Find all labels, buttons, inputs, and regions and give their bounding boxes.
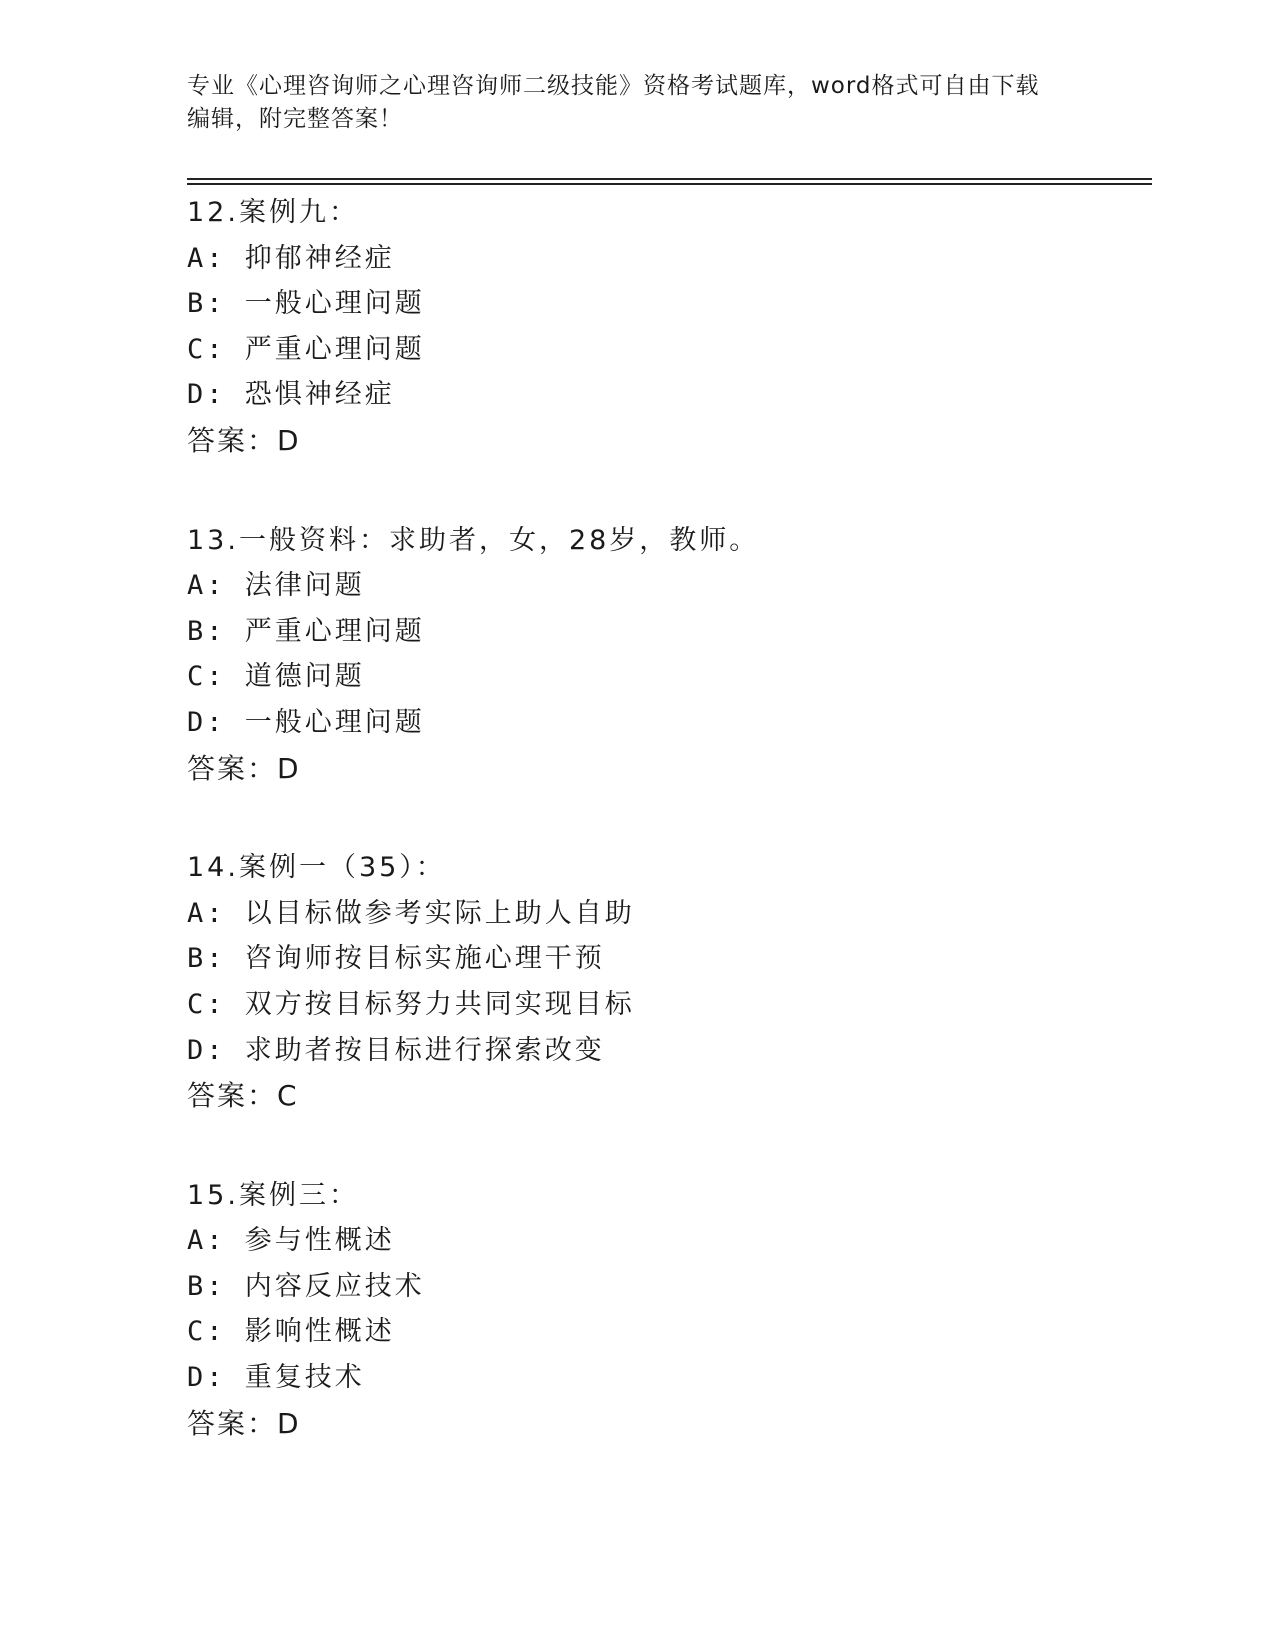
option-text: 严重心理问题 — [244, 615, 425, 647]
option-c — [187, 1309, 1147, 1355]
option-b — [187, 1264, 1147, 1310]
option-text: 影响性概述 — [244, 1316, 395, 1348]
option-letter: B: — [187, 615, 226, 647]
option-letter: C: — [187, 661, 226, 693]
option-text: 咨询师按目标实施心理干预 — [244, 943, 605, 975]
option-c — [187, 982, 1147, 1028]
question-14 — [187, 845, 1147, 1119]
option-letter: D: — [187, 1362, 226, 1394]
option-text: 严重心理问题 — [244, 333, 425, 365]
option-text: 抑郁神经症 — [244, 242, 395, 274]
question-list — [187, 190, 1147, 1500]
question-title: 13.一般资料：求助者，女，28岁，教师。 — [187, 524, 760, 556]
question-15 — [187, 1173, 1147, 1447]
option-letter: B: — [187, 288, 226, 320]
option-letter: A: — [187, 570, 226, 602]
option-d — [187, 372, 1147, 418]
option-a — [187, 891, 1147, 937]
option-b — [187, 609, 1147, 655]
option-c — [187, 327, 1147, 373]
option-b — [187, 281, 1147, 327]
option-text: 道德问题 — [244, 661, 365, 693]
question-13 — [187, 518, 1147, 792]
option-letter: C: — [187, 1316, 226, 1348]
option-text: 内容反应技术 — [244, 1270, 425, 1302]
option-letter: D: — [187, 706, 226, 738]
option-letter: D: — [187, 1034, 226, 1066]
question-title: 14.案例一（35）： — [187, 852, 446, 884]
answer-line: 答案：D — [187, 1406, 301, 1440]
option-letter: B: — [187, 943, 226, 975]
option-letter: A: — [187, 897, 226, 929]
header-line-1: 专业《心理咨询师之心理咨询师二级技能》资格考试题库，word格式可自由下载 — [187, 73, 1040, 99]
answer-line: 答案：D — [187, 423, 301, 457]
answer-line: 答案：C — [187, 1079, 299, 1113]
option-letter: D: — [187, 379, 226, 411]
option-text: 参与性概述 — [244, 1225, 395, 1257]
question-title: 15.案例三： — [187, 1179, 359, 1211]
option-c — [187, 654, 1147, 700]
answer-line: 答案：D — [187, 751, 301, 785]
option-text: 以目标做参考实际上助人自助 — [244, 897, 635, 929]
option-text: 重复技术 — [244, 1362, 365, 1394]
option-letter: B: — [187, 1270, 226, 1302]
header-divider-top — [187, 178, 1152, 180]
option-letter: A: — [187, 242, 226, 274]
option-a — [187, 236, 1147, 282]
option-text: 一般心理问题 — [244, 706, 425, 738]
header-line-2: 编辑，附完整答案！ — [187, 106, 403, 132]
option-a — [187, 563, 1147, 609]
option-text: 恐惧神经症 — [244, 379, 395, 411]
option-text: 双方按目标努力共同实现目标 — [244, 988, 635, 1020]
option-b — [187, 936, 1147, 982]
option-text: 法律问题 — [244, 570, 365, 602]
option-letter: C: — [187, 988, 226, 1020]
document-header — [187, 70, 1087, 136]
option-text: 求助者按目标进行探索改变 — [244, 1034, 605, 1066]
option-text: 一般心理问题 — [244, 288, 425, 320]
question-12 — [187, 190, 1147, 464]
option-d — [187, 1028, 1147, 1074]
option-a — [187, 1218, 1147, 1264]
option-d — [187, 700, 1147, 746]
option-letter: A: — [187, 1225, 226, 1257]
header-divider-bottom — [187, 183, 1152, 185]
option-d — [187, 1355, 1147, 1401]
option-letter: C: — [187, 333, 226, 365]
question-title: 12.案例九： — [187, 197, 359, 228]
